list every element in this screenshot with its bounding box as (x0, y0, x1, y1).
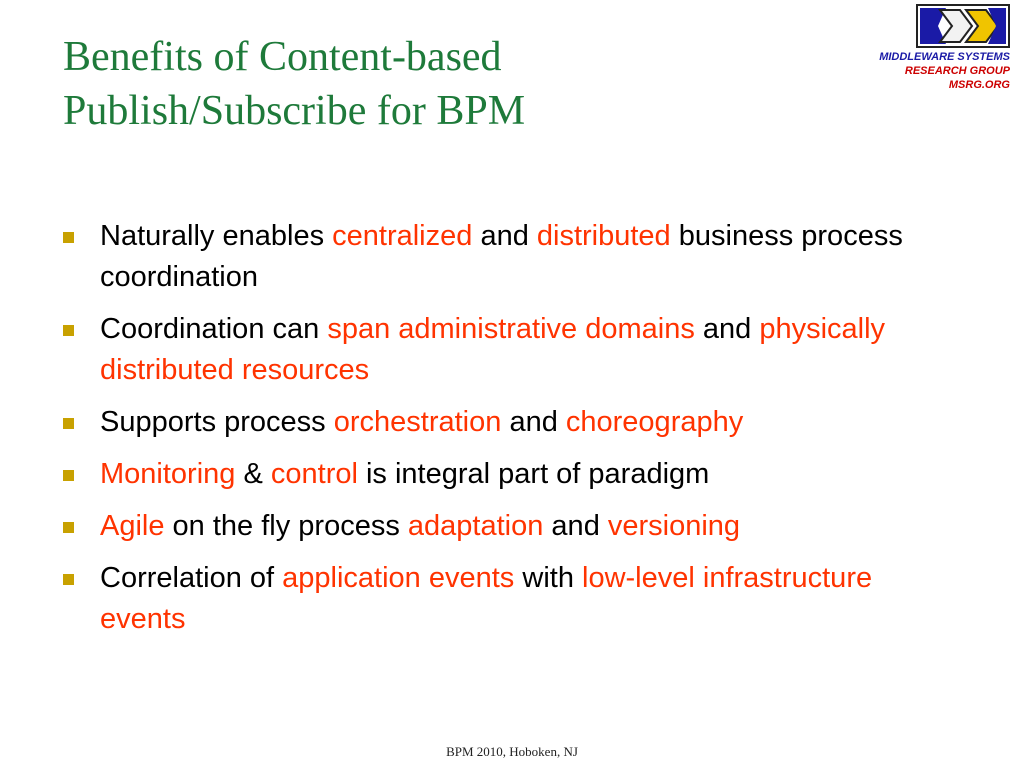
highlighted-text: application events (282, 562, 515, 594)
highlighted-text: orchestration (333, 406, 502, 438)
bullet-item (62, 309, 962, 391)
bullet-text: and (501, 406, 566, 438)
square-bullet-icon (63, 574, 74, 585)
highlighted-text: adaptation (407, 510, 544, 542)
highlighted-text: Agile (100, 510, 165, 542)
slide-title-line-2: Publish/Subscribe for BPM (63, 88, 526, 134)
slide-footer: BPM 2010, Hoboken, NJ (446, 744, 578, 759)
highlighted-text: physically distributed resources (100, 313, 886, 386)
msrg-logo-text (879, 50, 1010, 92)
square-bullet-icon (63, 470, 74, 481)
highlighted-text: centralized (332, 220, 473, 252)
logo-line-1: MIDDLEWARE SYSTEMS (879, 51, 1010, 63)
bullet-text: Supports process (100, 406, 334, 438)
highlighted-text: low-level infrastructure events (100, 562, 873, 635)
bullet-text: with (514, 562, 582, 594)
bullet-list (62, 216, 962, 651)
slide-title-line-1: Benefits of Content-based (63, 34, 502, 80)
highlighted-text: versioning (607, 510, 741, 542)
square-bullet-icon (63, 522, 74, 533)
highlighted-text: control (270, 458, 358, 490)
bullet-text: and (472, 220, 537, 252)
bullet-item (62, 506, 962, 547)
highlighted-text: choreography (565, 406, 744, 438)
square-bullet-icon (63, 418, 74, 429)
bullet-text: Naturally enables (100, 220, 333, 252)
logo-line-2: RESEARCH GROUP (904, 65, 1010, 77)
slide-title (63, 30, 525, 138)
bullet-item (62, 402, 962, 443)
highlighted-text: span administrative domains (327, 313, 695, 345)
bullet-text: and (694, 313, 760, 345)
bullet-text: Correlation of (100, 562, 283, 594)
bullet-text: business process coordination (100, 220, 903, 293)
bullet-text: Coordination can (100, 313, 328, 345)
bullet-item (62, 454, 962, 495)
msrg-logo (856, 4, 1016, 96)
highlighted-text: Monitoring (100, 458, 236, 490)
bullet-item (62, 558, 962, 640)
highlighted-text: distributed (536, 220, 671, 252)
bullet-text: on the fly process (164, 510, 408, 542)
logo-line-3: MSRG.ORG (948, 79, 1010, 91)
square-bullet-icon (63, 325, 74, 336)
msrg-logo-icon (916, 4, 1010, 48)
square-bullet-icon (63, 232, 74, 243)
bullet-item (62, 216, 962, 298)
bullet-text: & (235, 458, 271, 490)
bullet-text: is integral part of paradigm (357, 458, 710, 490)
bullet-text: and (543, 510, 608, 542)
